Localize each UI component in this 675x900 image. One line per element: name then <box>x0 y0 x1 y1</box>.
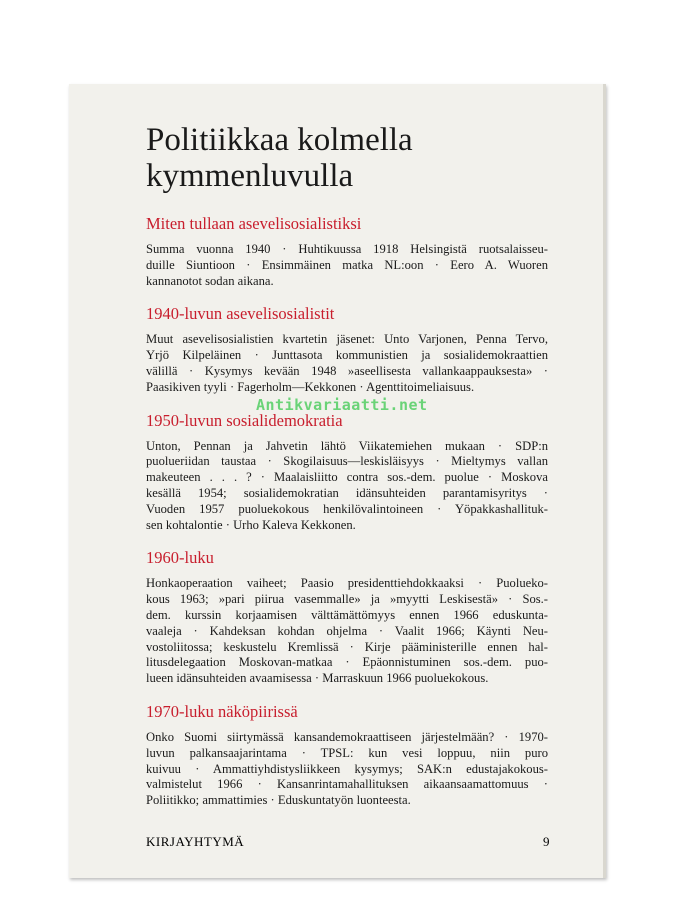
book-title <box>146 122 548 194</box>
summary-line: puolueriidan taustaa · Skogilaisuus—leskisläisyys · Mieltymys vallan <box>146 454 548 469</box>
chapter-heading: 1940-luvun asevelisosialistit <box>146 304 335 324</box>
chapter-heading: 1970-luku näköpiirissä <box>146 701 298 721</box>
section-list <box>146 214 548 809</box>
summary-line: Vuoden 1957 puoluekokous henkilövalintoineen · Yöpakkashallituk- <box>146 501 548 516</box>
book-title-line: Politiikkaa kolmella <box>146 122 413 158</box>
summary-line: Honkaoperaation vaiheet; Paasio presidenttiehdokkaaksi · Puolueko- <box>146 576 548 591</box>
summary-line: kannanotot sodan aikana. <box>146 273 274 288</box>
summary-line: Summa vuonna 1940 · Huhtikuussa 1918 Helsingistä ruotsalaisseu- <box>146 242 548 256</box>
summary-line: kuivuu · Ammattiyhdistysliikkeen kysymys; SAK:n edustajakokous- <box>146 761 548 776</box>
summary-line: kous 1963; »pari piirua vasemmalle» ja »myytti Leskisestä» · Sos.- <box>146 592 548 607</box>
summary-line: Poliitikko; ammattimies · Eduskuntatyön luonteesta. <box>146 793 411 808</box>
summary-line: Yrjö Kilpeläinen · Junttasota kommunistien ja sosialidemokraattien <box>146 348 548 363</box>
summary-line: Paasikiven tyyli · Fagerholm—Kekkonen · Agenttitoimeliaisuus. <box>146 379 475 394</box>
summary-line: luvun palkansaajarintama · TPSL: kun vesi loppuu, niin puro <box>146 745 548 760</box>
chapter-section <box>146 304 548 395</box>
summary-line: Unton, Pennan ja Jahvetin lähtö Viikatemiehen mukaan · SDP:n <box>146 438 548 453</box>
chapter-summary <box>146 730 548 809</box>
price-code: 9 <box>543 834 550 849</box>
chapter-summary <box>146 242 548 289</box>
chapter-summary <box>146 576 548 687</box>
chapter-summary <box>146 439 548 534</box>
chapter-section <box>146 702 548 809</box>
chapter-section <box>146 548 548 687</box>
chapter-section <box>146 214 548 289</box>
chapter-section <box>146 411 548 534</box>
summary-line: litusdelegaation Moskovan-matkaa · Epäonnistuminen sos.-dem. puo- <box>146 655 548 670</box>
watermark: Antikvariaatti.net <box>256 396 428 414</box>
chapter-heading: 1960-luku <box>146 548 214 568</box>
summary-line: sen kohtalontie · Urho Kaleva Kekkonen. <box>146 517 356 532</box>
book-title-line: kymmenluvulla <box>146 158 354 194</box>
summary-line: Muut asevelisosialistien kvartetin jäsenet: Unto Varjonen, Penna Tervo, <box>146 332 548 347</box>
summary-line: dem. kurssin korjaamisen välttämättömyys ennen 1966 eduskunta- <box>146 607 548 622</box>
summary-line: kesällä 1954; sosialidemokratian idänsuhteiden parantamisyritys · <box>146 485 548 500</box>
summary-line: Onko Suomi siirtymässä kansandemokraattiseen järjestelmään? · 1970- <box>146 729 548 744</box>
chapter-heading: 1950-luvun sosialidemokratia <box>146 410 343 430</box>
summary-line: vaaleja · Kahdeksan kohdan ohjelma · Vaalit 1966; Käynti Neu- <box>146 623 548 638</box>
summary-line: välillä · Kysymys kevään 1948 »aseellisesta vallankaappauksesta» · <box>146 363 548 378</box>
book-back-cover <box>69 84 606 878</box>
summary-line: lueen idänsuhteiden avaamisessa · Marraskuun 1966 puoluekokous. <box>146 671 489 686</box>
summary-line: duille Siuntioon · Ensimmäinen matka NL:oon · Eero A. Wuoren <box>146 257 548 272</box>
summary-line: vostoliitossa; keskustelu Kremlissä · Kirje pääministerille ennen hal- <box>146 639 548 654</box>
summary-line: makeuteen . . . ? · Maalaisliitto contra sos.-dem. puolue · Moskova <box>146 470 548 485</box>
chapter-heading: Miten tullaan asevelisosialistiksi <box>146 214 362 233</box>
chapter-summary <box>146 332 548 395</box>
cover-content <box>146 122 548 824</box>
publisher-name: KIRJAYHTYMÄ <box>146 834 245 849</box>
summary-line: valmistelut 1966 · Kansanrintamahallituksen aikaansaamattomuus · <box>146 777 548 792</box>
